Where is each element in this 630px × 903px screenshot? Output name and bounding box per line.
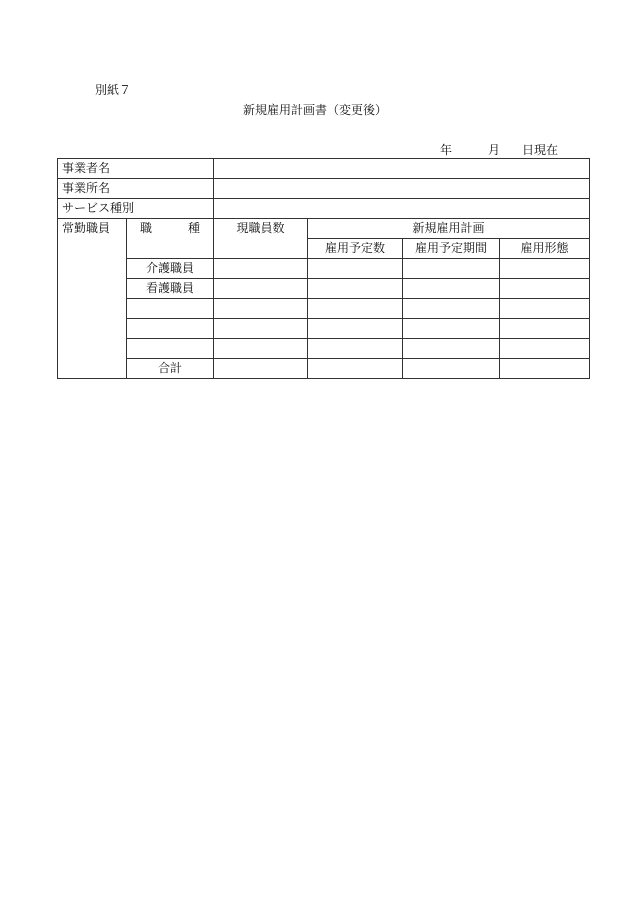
job-type-cell[interactable]	[127, 339, 214, 359]
table-row	[58, 319, 590, 339]
attachment-label: 別紙７	[95, 83, 132, 97]
employment-type-cell[interactable]	[500, 259, 590, 279]
month-label: 月	[488, 143, 501, 157]
total-current-staff-cell[interactable]	[214, 359, 308, 379]
business-operator-row	[58, 159, 590, 179]
document-title: 新規雇用計画書（変更後）	[242, 103, 387, 117]
employment-type-header: 雇用形態	[500, 239, 590, 259]
current-staff-cell[interactable]	[214, 279, 308, 299]
employment-type-cell[interactable]	[500, 319, 590, 339]
date-line	[440, 141, 558, 158]
table-row	[58, 279, 590, 299]
planned-period-cell[interactable]	[403, 279, 500, 299]
planned-hires-header: 雇用予定数	[308, 239, 403, 259]
total-planned-period-cell[interactable]	[403, 359, 500, 379]
service-type-field[interactable]	[214, 199, 590, 219]
planned-period-cell[interactable]	[403, 319, 500, 339]
planned-hires-cell[interactable]	[308, 259, 403, 279]
header-row	[58, 219, 590, 239]
total-row	[58, 359, 590, 379]
current-staff-cell[interactable]	[214, 339, 308, 359]
table-row	[58, 339, 590, 359]
planned-period-cell[interactable]	[403, 259, 500, 279]
service-type-row	[58, 199, 590, 219]
business-operator-field[interactable]	[214, 159, 590, 179]
employment-type-cell[interactable]	[500, 279, 590, 299]
job-type-cell[interactable]	[127, 299, 214, 319]
service-type-label: サービス種別	[58, 199, 214, 219]
business-operator-label: 事業者名	[58, 159, 214, 179]
fulltime-staff-label: 常勤職員	[58, 219, 127, 379]
planned-hires-cell[interactable]	[308, 299, 403, 319]
table-row	[58, 259, 590, 279]
employment-type-cell[interactable]	[500, 299, 590, 319]
job-type-header-text: 職 種	[140, 221, 200, 235]
table-row	[58, 299, 590, 319]
business-office-row	[58, 179, 590, 199]
job-type-cell: 看護職員	[127, 279, 214, 299]
planned-period-cell[interactable]	[403, 339, 500, 359]
job-type-cell: 介護職員	[127, 259, 214, 279]
planned-hires-cell[interactable]	[308, 319, 403, 339]
current-staff-cell[interactable]	[214, 319, 308, 339]
new-hire-plan-header: 新規雇用計画	[308, 219, 590, 239]
business-office-label: 事業所名	[58, 179, 214, 199]
current-staff-cell[interactable]	[214, 299, 308, 319]
employment-type-cell[interactable]	[500, 339, 590, 359]
planned-hires-cell[interactable]	[308, 339, 403, 359]
planned-period-cell[interactable]	[403, 299, 500, 319]
total-label: 合計	[127, 359, 214, 379]
day-label: 日現在	[522, 143, 559, 157]
total-planned-hires-cell[interactable]	[308, 359, 403, 379]
job-type-cell[interactable]	[127, 319, 214, 339]
total-employment-type-cell[interactable]	[500, 359, 590, 379]
current-staff-header: 現職員数	[214, 219, 308, 259]
year-label: 年	[440, 143, 453, 157]
business-office-field[interactable]	[214, 179, 590, 199]
new-hire-plan-table	[57, 158, 590, 379]
current-staff-cell[interactable]	[214, 259, 308, 279]
job-type-header	[127, 219, 214, 259]
planned-hires-cell[interactable]	[308, 279, 403, 299]
planned-period-header: 雇用予定期間	[403, 239, 500, 259]
